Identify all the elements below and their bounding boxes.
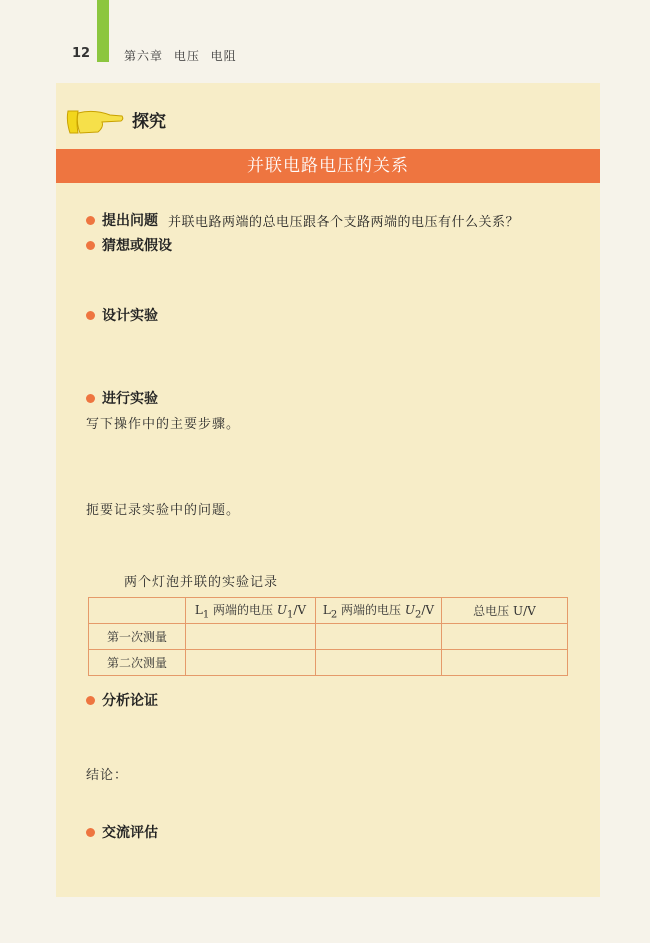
evaluate-title: 交流评估 [102,825,158,841]
bullet-dot-icon [86,216,95,225]
conclusion-label: 结论： [86,768,129,783]
table-header-row [89,598,568,624]
explore-label: 探究 [132,112,166,132]
bullet-dot-icon [86,696,95,705]
table-cell [316,650,442,676]
question-title: 提出问题 [102,213,158,229]
row-label: 第二次测量 [89,650,186,676]
steps-note: 写下操作中的主要步骤。 [86,417,241,432]
hypothesis-title: 猜想或假设 [102,238,172,254]
table-row [89,650,568,676]
row-label: 第一次测量 [89,624,186,650]
hypothesis-section [86,235,172,255]
conduct-title: 进行实验 [102,391,158,407]
table-cell [186,650,316,676]
header-cell-total: 总电压 U/V [442,598,568,624]
bullet-dot-icon [86,828,95,837]
conduct-section [86,388,158,408]
chapter-title: 第六章 电压 电阻 [124,49,237,63]
page-number: 12 [72,46,91,61]
evaluate-section [86,822,158,842]
header-cell-u2: $L_2$ 两端的电压 $U_2/V$ [316,598,442,624]
question-section [86,210,519,230]
table-cell [442,650,568,676]
bullet-dot-icon [86,394,95,403]
explore-panel [56,83,600,897]
header-cell-u1: $L_1$ 两端的电压 $U_1/V$ [186,598,316,624]
design-title: 设计实验 [102,308,158,324]
design-section [86,305,158,325]
experiment-record-table [88,597,568,676]
table-row [89,624,568,650]
section-banner: 并联电路电压的关系 [56,149,600,183]
analysis-title: 分析论证 [102,693,158,709]
question-text: 并联电路两端的总电压跟各个支路两端的电压有什么关系？ [168,214,520,230]
chapter-color-bar [97,0,109,62]
problems-note: 扼要记录实验中的问题。 [86,503,241,518]
bullet-dot-icon [86,311,95,320]
pointing-hand-icon [64,103,124,139]
bullet-dot-icon [86,241,95,250]
header-cell-empty [89,598,186,624]
table-cell [186,624,316,650]
table-title: 两个灯泡并联的实验记录 [124,575,279,590]
analysis-section [86,690,158,710]
table-cell [442,624,568,650]
table-cell [316,624,442,650]
